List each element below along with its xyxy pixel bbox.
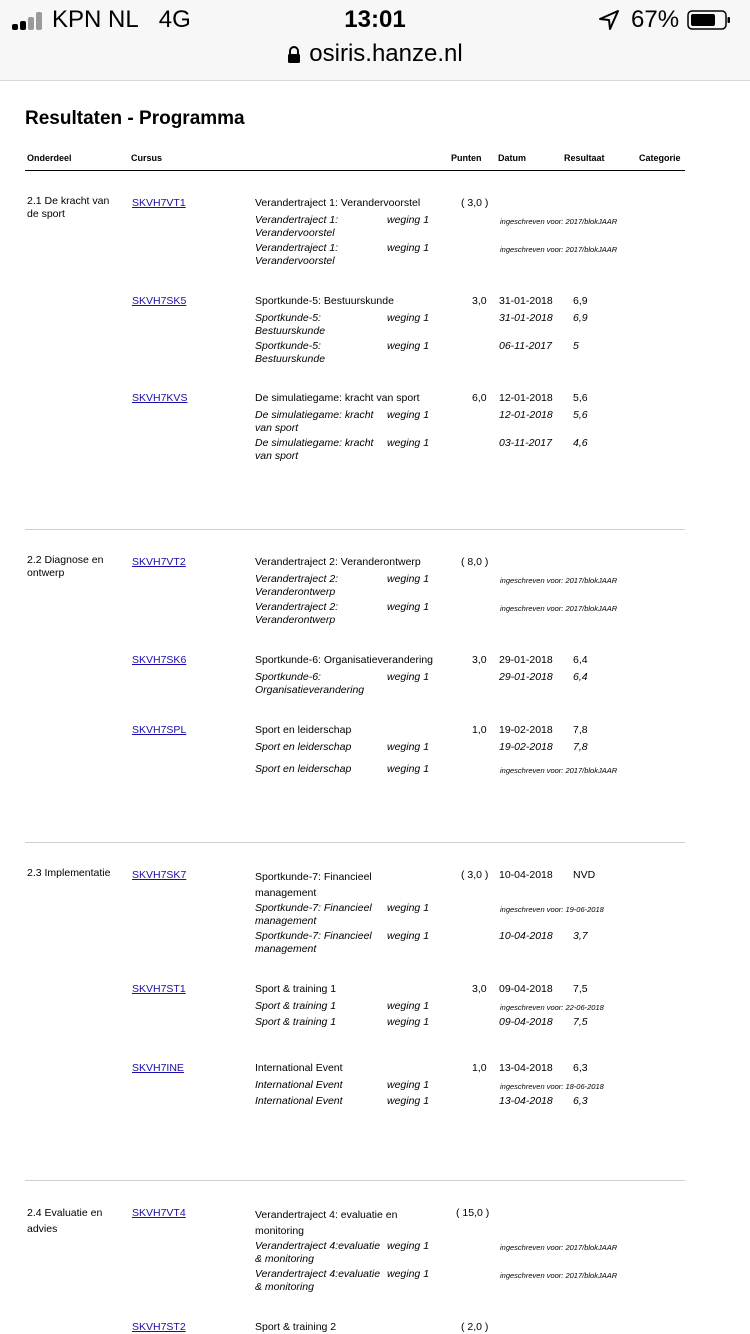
part-weging: weging 1 [387,1016,430,1028]
part-name: Sport en leiderschap [255,741,352,753]
course-resultaat: 6,3 [573,1062,588,1074]
part-weging: weging 1 [387,1000,430,1012]
part-name: De simulatiegame: kracht van sport [255,437,374,462]
location-arrow-icon [598,9,620,31]
part-resultaat: 6,3 [573,1095,588,1107]
part-note: ingeschreven voor: 2017/blokJAAR [500,245,618,254]
clock: 13:01 [344,6,406,33]
course-datum: 10-04-2018 [499,869,553,881]
course-link[interactable]: SKVH7SPL [132,724,187,736]
course-punten: ( 15,0 ) [456,1207,490,1219]
part-name: Verandertraject 4:evaluatie & monitoring [255,1240,381,1265]
course-datum: 29-01-2018 [499,654,553,666]
course-punten: 3,0 [472,983,487,995]
part-datum: 06-11-2017 [499,340,552,352]
course-punten: ( 3,0 ) [461,197,489,209]
course-link[interactable]: SKVH7VT2 [132,556,186,568]
status-bar [0,0,750,81]
part-note: ingeschreven voor: 2017/blokJAAR [500,766,618,775]
url-text: osiris.hanze.nl [309,40,463,67]
col-header-resultaat: Resultaat [564,153,605,163]
course-name: Verandertraject 4: evaluatie en monitoring [255,1209,398,1237]
course-name: Verandertraject 2: Veranderontwerp [255,556,421,568]
course-name: Sportkunde-6: Organisatieverandering [255,654,434,666]
course-punten: 1,0 [472,1062,487,1074]
section-onderdeel: 2.4 Evaluatie en advies [27,1207,103,1235]
course-link[interactable]: SKVH7ST2 [132,1321,186,1333]
course-punten: ( 2,0 ) [461,1321,489,1333]
col-header-onderdeel: Onderdeel [27,153,72,163]
part-weging: weging 1 [387,1079,430,1091]
part-note: ingeschreven voor: 19-06-2018 [500,905,604,914]
course-datum: 19-02-2018 [499,724,553,736]
part-resultaat: 6,4 [573,671,588,683]
part-weging: weging 1 [387,671,430,683]
course-name: Sport & training 1 [255,983,337,995]
part-name: Sportkunde-5: Bestuurskunde [255,312,326,337]
battery-icon [687,10,731,30]
battery-percentage: 67% [631,6,680,33]
course-name: Verandertraject 1: Verandervoorstel [255,197,421,209]
part-datum: 19-02-2018 [499,741,553,753]
course-name: Sportkunde-7: Financieel management [255,871,372,899]
col-header-cursus: Cursus [131,153,163,163]
course-datum: 31-01-2018 [499,295,553,307]
part-name: Sport & training 1 [255,1000,337,1012]
part-datum: 31-01-2018 [499,312,553,324]
course-link[interactable]: SKVH7SK6 [132,654,187,666]
part-resultaat: 5,6 [573,409,588,421]
course-link[interactable]: SKVH7KVS [132,392,188,404]
part-weging: weging 1 [387,214,430,226]
part-name: Sportkunde-7: Financieel management [255,930,372,955]
course-name: De simulatiegame: kracht van sport [255,392,420,404]
part-weging: weging 1 [387,1095,430,1107]
part-weging: weging 1 [387,601,430,613]
part-name: International Event [255,1095,343,1107]
course-resultaat: 6,4 [573,654,588,666]
part-note: ingeschreven voor: 2017/blokJAAR [500,217,618,226]
part-name: Verandertraject 2: Veranderontwerp [255,573,339,598]
part-weging: weging 1 [387,312,430,324]
lock-icon [287,46,301,64]
part-datum: 29-01-2018 [499,671,553,683]
course-punten: ( 3,0 ) [461,869,489,881]
part-datum: 10-04-2018 [499,930,553,942]
part-weging: weging 1 [387,242,430,254]
part-datum: 03-11-2017 [499,437,552,449]
part-resultaat: 3,7 [573,930,588,942]
part-name: Sport & training 1 [255,1016,337,1028]
course-punten: 3,0 [472,295,487,307]
section-onderdeel: 2.2 Diagnose en ontwerp [27,554,104,579]
section-divider [25,842,685,843]
course-punten: 3,0 [472,654,487,666]
part-resultaat: 7,8 [573,741,588,753]
part-note: ingeschreven voor: 2017/blokJAAR [500,604,618,613]
part-name: Sportkunde-5: Bestuurskunde [255,340,326,365]
carrier-label: KPN NL 4G [52,6,191,33]
course-name: Sportkunde-5: Bestuurskunde [255,295,394,307]
part-note: ingeschreven voor: 2017/blokJAAR [500,1243,618,1252]
section-onderdeel: 2.3 Implementatie [27,867,111,879]
part-weging: weging 1 [387,1268,430,1280]
part-name: Verandertraject 4:evaluatie & monitoring [255,1268,381,1293]
section-divider [25,529,685,530]
course-link[interactable]: SKVH7SK7 [132,869,187,881]
part-weging: weging 1 [387,741,430,753]
page-title: Resultaten - Programma [25,108,245,129]
course-name: Sport & training 2 [255,1321,337,1333]
course-datum: 13-04-2018 [499,1062,553,1074]
part-weging: weging 1 [387,763,430,775]
part-weging: weging 1 [387,340,430,352]
part-resultaat: 6,9 [573,312,588,324]
course-punten: ( 8,0 ) [461,556,489,568]
course-link[interactable]: SKVH7VT4 [132,1207,186,1219]
part-name: Verandertraject 2: Veranderontwerp [255,601,339,626]
part-datum: 09-04-2018 [499,1016,553,1028]
col-header-categorie: Categorie [639,153,681,163]
course-resultaat: 7,5 [573,983,588,995]
col-header-punten: Punten [451,153,482,163]
course-link[interactable]: SKVH7SK5 [132,295,187,307]
part-datum: 13-04-2018 [499,1095,553,1107]
part-name: International Event [255,1079,343,1091]
course-link[interactable]: SKVH7VT1 [132,197,186,209]
part-note: ingeschreven voor: 2017/blokJAAR [500,1271,618,1280]
part-name: De simulatiegame: kracht van sport [255,409,374,434]
part-weging: weging 1 [387,930,430,942]
part-datum: 12-01-2018 [499,409,553,421]
part-name: Verandertraject 1: Verandervoorstel [255,242,339,267]
course-name: Sport en leiderschap [255,724,352,736]
section-onderdeel: 2.1 De kracht van de sport [27,195,110,220]
part-note: ingeschreven voor: 22-06-2018 [500,1003,604,1012]
part-resultaat: 4,6 [573,437,588,449]
address-bar[interactable] [0,40,750,68]
course-link[interactable]: SKVH7ST1 [132,983,186,995]
part-weging: weging 1 [387,573,430,585]
col-header-datum: Datum [498,153,527,163]
part-name: Verandertraject 1: Verandervoorstel [255,214,339,239]
course-punten: 6,0 [472,392,487,404]
course-resultaat: 7,8 [573,724,588,736]
course-datum: 12-01-2018 [499,392,553,404]
part-weging: weging 1 [387,1240,430,1252]
part-resultaat: 7,5 [573,1016,588,1028]
part-name: Sport en leiderschap [255,763,352,775]
course-punten: 1,0 [472,724,487,736]
part-name: Sportkunde-6: Organisatieverandering [255,671,365,696]
course-datum: 09-04-2018 [499,983,553,995]
course-resultaat: NVD [573,869,596,881]
part-note: ingeschreven voor: 2017/blokJAAR [500,576,618,585]
part-weging: weging 1 [387,437,430,449]
part-name: Sportkunde-7: Financieel management [255,902,372,927]
part-weging: weging 1 [387,902,430,914]
course-link[interactable]: SKVH7INE [132,1062,184,1074]
header-divider [25,170,685,171]
course-resultaat: 6,9 [573,295,588,307]
course-resultaat: 5,6 [573,392,588,404]
part-resultaat: 5 [573,340,579,352]
part-note: ingeschreven voor: 18-06-2018 [500,1082,604,1091]
part-weging: weging 1 [387,409,430,421]
course-name: International Event [255,1062,343,1074]
section-divider [25,1180,685,1181]
